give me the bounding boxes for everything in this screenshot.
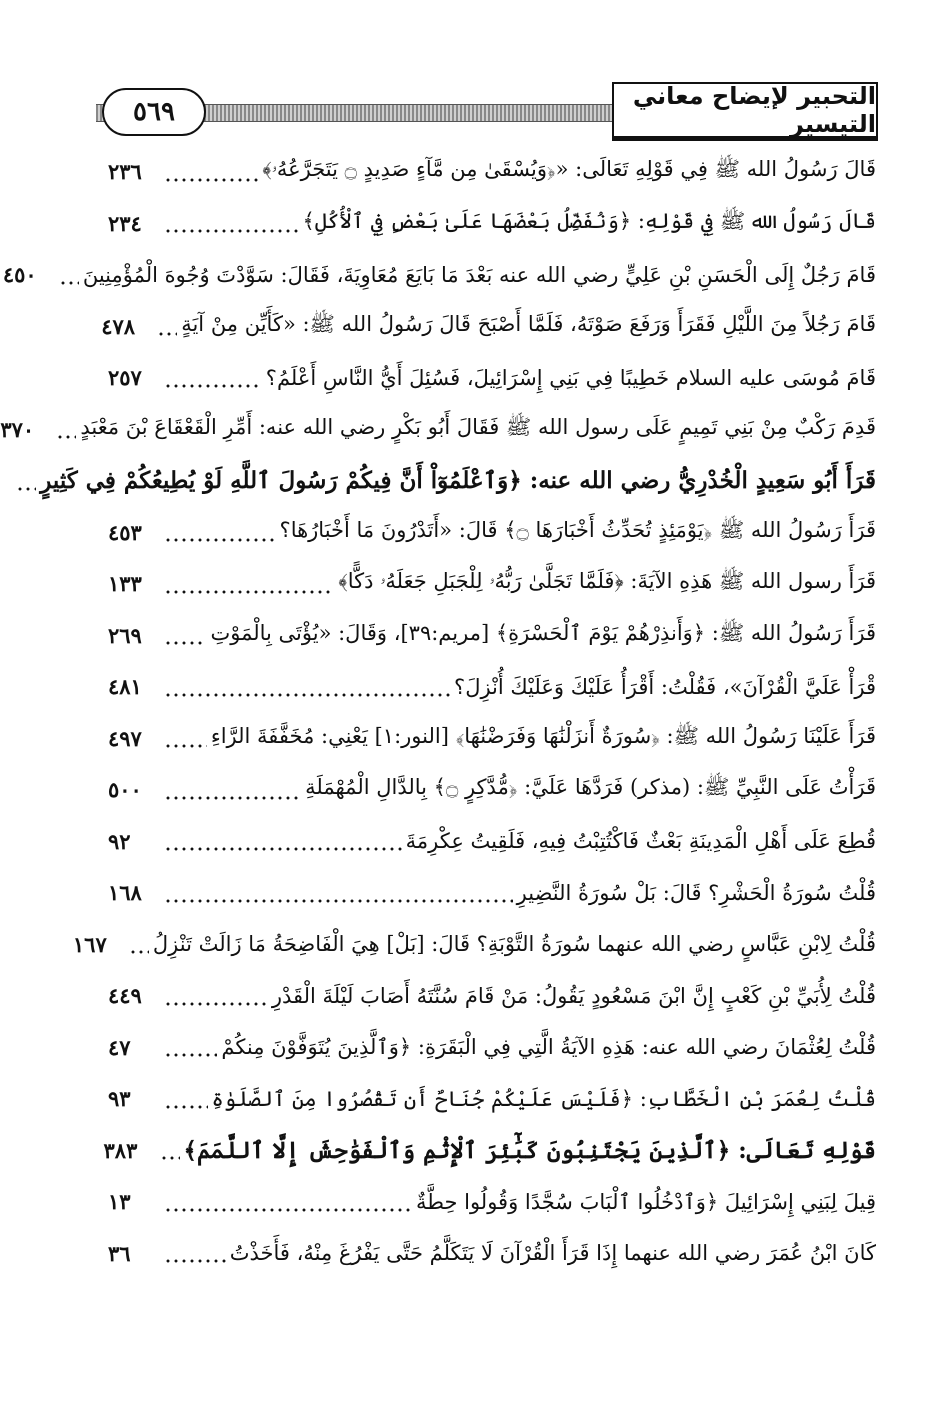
index-entry — [108, 610, 876, 662]
index-entry-text: قُلْتُ لِعُمَرَ بْنِ الْخَطَّابِ: ﴿فَلَيْسَ عَلَيْكُمْ جُنَاحٌ أَن تَقْصُرُوا مِنَ ٱلصَّلَوٰةِ — [211, 1086, 876, 1111]
index-entry-text: قَرَأَ أَبُو سَعِيدٍ الْخُدْرِيُّ رضي الله عنه: ﴿وَٱعْلَمُوٓاْ أَنَّ فِيكُمْ رَسُولَ ٱللَّهِ لَوْ يُطِيعُكُمْ فِي كَثِيرٍ — [40, 467, 876, 495]
dot-leader — [164, 847, 402, 851]
page-header — [88, 82, 878, 142]
index-entry-page: ٤٤٩ — [108, 983, 142, 1009]
index-entry — [40, 455, 876, 507]
index-entry-page: ٤٨١ — [108, 674, 142, 700]
dot-leader — [164, 1053, 217, 1057]
index-entry — [108, 1073, 876, 1125]
dot-leader — [164, 1208, 412, 1212]
index-entry-page: ٥٠٠ — [108, 777, 142, 803]
index-entry — [103, 1125, 876, 1177]
index-entry-text: قَدِمَ رَكْبٌ مِنْ بَنِي تَمِيمٍ عَلَى رسول الله ﷺ فَقَالَ أَبُو بَكْرٍ رضي الله عنه: أَمِّرِ الْقَعْقَاعَ بْنَ مَعْبَدٍ — [80, 414, 876, 439]
index-entry-text: قُلْتُ لِابْنِ عَبَّاسٍ رضي الله عنهما سُورَةُ التَّوْبَةِ؟ قَالَ: [بَلْ] هِيَ الْفَاضِحَةُ مَا زَالَتْ تَنْزِلُ — [152, 932, 876, 957]
dot-leader — [164, 384, 262, 388]
index-entry-page: ٢٦٩ — [108, 622, 142, 648]
index-entry — [108, 970, 876, 1022]
index-entry — [108, 713, 876, 765]
dot-leader — [164, 538, 276, 542]
index-entry-text: قَرَأْتُ عَلَى النَّبِيِّ ﷺ: (مذكر) فَرَدَّهَا عَلَيَّ: ﴿مُّدَّكِرٍ ۝﴾ بِالدَّالِ الْمُهْمَلَةِ — [305, 775, 876, 800]
dot-leader — [164, 1002, 268, 1006]
index-list — [0, 146, 876, 1279]
index-entry-page: ١٦٧ — [72, 931, 107, 957]
index-entry — [101, 301, 876, 353]
index-entry-text: قُلْتُ سُورَةُ الْحَشْرِ؟ قَالَ: بَلْ سُورَةُ النَّضِيرِ — [516, 880, 876, 905]
index-entry — [108, 352, 876, 404]
index-entry-page: ٣٧٠ — [0, 416, 35, 442]
dot-leader — [164, 899, 513, 903]
index-entry-text: قَوْلِهِ تَعَالَى: ﴿ٱلَّذِينَ يَجْتَنِبُونَ كَبَٰٓئِرَ ٱلْإِثْمِ وَٱلْفَوَٰحِشَ إِلَّا ٱللَّمَمَ﴾ — [183, 1136, 876, 1164]
index-entry-page: ٤٧٨ — [101, 313, 136, 339]
index-entry — [108, 661, 876, 713]
dot-leader — [56, 435, 76, 439]
dot-leader — [16, 487, 36, 491]
page-number: ٥٦٩ — [102, 88, 206, 136]
index-entry-text: قَرَأَ رَسُولُ الله ﷺ ﴿يَوْمَئِذٍ تُحَدِّثُ أَخْبَارَهَا ۝﴾ قَالَ: «أَتَدْرُونَ مَا أَخْبَارُهَا؟ — [279, 517, 876, 542]
index-entry — [108, 1176, 876, 1228]
index-entry — [108, 507, 876, 559]
index-entry-page: ٣٦ — [108, 1240, 131, 1266]
dot-leader — [164, 744, 207, 748]
index-entry-page: ٣٨٣ — [103, 1137, 138, 1163]
index-entry-page: ٩٢ — [108, 828, 131, 854]
index-entry-text: قَالَ رَسُولُ الله ﷺ فِي قَوْلِهِ تَعَالَى: «﴿وَيُسْقَىٰ مِن مَّآءٍ صَدِيدٍ ۝ يَتَجَرَّعُهُۥ﴾ — [262, 157, 876, 182]
index-entry — [0, 404, 876, 456]
dot-leader — [164, 796, 301, 800]
index-entry-page: ٤٥٠ — [2, 262, 37, 288]
index-entry-text: قَرَأَ عَلَيْنَا رَسُولُ الله ﷺ: ﴿سُورَةٌ أَنزَلْنَٰهَا وَفَرَضْنَٰهَا﴾ [النور:١] يَعْنِي: مُخَفَّفَةَ الرَّاءِ — [210, 723, 876, 748]
index-entry — [72, 919, 876, 971]
index-entry — [108, 198, 876, 250]
index-entry-text: قُلْتُ لِأُبَيِّ بْنِ كَعْبٍ إِنَّ ابْنَ مَسْعُودٍ يَقُولُ: مَنْ قَامَ سُنَّتَهُ أَصَابَ لَيْلَةَ الْقَدْرِ — [271, 983, 876, 1008]
index-entry-page: ٤٩٧ — [108, 725, 142, 751]
index-entry — [2, 249, 876, 301]
index-entry-text: قُلْتُ لِعُثْمَانَ رضي الله عنه: هَذِهِ الآيَةُ الَّتِي فِي الْبَقَرَةِ: ﴿وَٱلَّذِينَ يُتَوَفَّوْنَ مِنكُمْ — [221, 1035, 876, 1060]
index-entry — [108, 867, 876, 919]
index-entry-page: ١٦٨ — [108, 880, 142, 906]
index-entry — [108, 1022, 876, 1074]
index-entry-page: ٤٧ — [108, 1034, 131, 1060]
index-entry-text: كَانَ ابْنُ عُمَرَ رضي الله عنهما إِذَا قَرَأَ الْقُرْآنَ لَا يَتَكَلَّمُ حَتَّى يَفْرُغَ مِنْهُ، فَأَخَذْتُ — [229, 1241, 876, 1266]
dot-leader — [164, 178, 258, 182]
index-entry-text: قُطِعَ عَلَى أَهْلِ الْمَدِينَةِ بَعْثٌ فَاكْتُتِبْتُ فِيهِ، فَلَقِيتُ عِكْرِمَةَ — [405, 829, 876, 854]
index-entry-text: قَرَأَ رَسُولُ الله ﷺ: ﴿وَأَنذِرْهُمْ يَوْمَ ٱلْحَسْرَةِ﴾ [مريم:٣٩]، وَقَالَ: «يُؤْتَى بِالْمَوْتِ — [210, 620, 876, 645]
index-entry-page: ٩٣ — [108, 1086, 131, 1112]
index-entry-text: قْرَأْ عَلَيَّ الْقُرْآنَ»، فَقُلْتُ: أَقْرَأُ عَلَيْكَ وَعَلَيْكَ أُنْزِلَ؟ — [454, 674, 876, 699]
book-title: التحبير لإيضاح معاني التيسير — [612, 82, 878, 141]
index-entry — [108, 558, 876, 610]
index-entry-text: قِيلَ لِبَنِي إِسْرَائِيلَ ﴿وَٱدْخُلُوا ٱلْبَابَ سُجَّدًا وَقُولُوا حِطَّةٌ — [415, 1189, 876, 1214]
dot-leader — [129, 950, 149, 954]
index-entry-text: قَامَ مُوسَى عليه السلام خَطِيبًا فِي بَنِي إِسْرَائِيلَ، فَسُئِلَ أَيُّ النَّاسِ أَعْلَمُ؟ — [265, 365, 876, 390]
index-entry-page: ١٣ — [108, 1189, 131, 1215]
index-entry-page: ٤٥٣ — [108, 519, 142, 545]
index-entry — [108, 764, 876, 816]
index-entry-page: ٢٥٧ — [108, 365, 142, 391]
index-entry-page: ١٣٣ — [108, 571, 142, 597]
dot-leader — [164, 1259, 226, 1263]
index-entry-text: قَامَ رَجُلاً مِنَ اللَّيْلِ فَقَرَأَ وَرَفَعَ صَوْتَهُ، فَلَمَّا أَصْبَحَ قَالَ رَسُولُ الله ﷺ: «كَأَيِّن مِنْ آيَةٍ — [181, 311, 876, 336]
dot-leader — [164, 641, 206, 645]
dot-leader — [59, 281, 79, 285]
index-entry-text: قَامَ رَجُلٌ إِلَى الْحَسَنِ بْنِ عَلِيٍّ رضي الله عنه بَعْدَ مَا بَايَعَ مُعَاوِيَةَ، فَقَالَ: سَوَّدْتَ وُجُوهَ الْمُؤْمِنِينَ — [82, 262, 876, 287]
index-entry-text: قَالَ رَسُولُ الله ﷺ فِي قَوْلِهِ: ﴿وَنُفَضِّلُ بَعْضَهَا عَلَىٰ بَعْضٍ فِي ٱلْأُكُلِ﴾ — [302, 208, 876, 233]
index-entry — [108, 146, 876, 198]
dot-leader — [157, 332, 177, 336]
dot-leader — [160, 1156, 180, 1160]
dot-leader — [164, 590, 334, 594]
index-entry-page: ٢٣٦ — [108, 159, 142, 185]
dot-leader — [164, 1105, 208, 1109]
index-entry — [108, 1228, 876, 1280]
index-entry-text: قَرَأَ رسول الله ﷺ هَذِهِ الآيَةَ: ﴿فَلَمَّا تَجَلَّىٰ رَبُّهُۥ لِلْجَبَلِ جَعَلَهُۥ دَكًّا﴾ — [338, 569, 876, 594]
index-entry-page — [0, 468, 12, 493]
index-entry — [108, 816, 876, 868]
dot-leader — [164, 693, 450, 697]
dot-leader — [164, 229, 299, 233]
index-entry-page: ٢٣٤ — [108, 210, 142, 236]
